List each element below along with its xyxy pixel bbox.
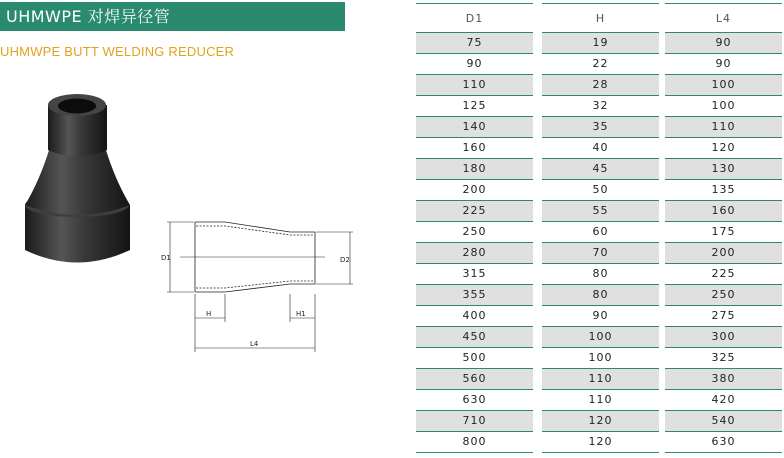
page-subtitle: UHMWPE BUTT WELDING REDUCER [0, 44, 235, 59]
table-cell-d1: 125 [416, 96, 533, 117]
table-cell-l4: 225 [665, 264, 782, 285]
table-cell-h: 50 [542, 180, 659, 201]
table-cell-l4: 420 [665, 390, 782, 411]
table-cell-l4: 90 [665, 54, 782, 75]
reducer-photo [20, 85, 135, 275]
column-l4 [665, 3, 782, 453]
table-cell-h: 120 [542, 411, 659, 432]
column-header-l4: L4 [665, 3, 782, 33]
page-title: UHMWPE 对焊异径管 [0, 2, 345, 31]
table-cell-d1: 400 [416, 306, 533, 327]
table-cell-h: 22 [542, 54, 659, 75]
table-cell-h: 90 [542, 306, 659, 327]
table-cell-d1: 140 [416, 117, 533, 138]
table-cell-h: 80 [542, 285, 659, 306]
table-cell-l4: 100 [665, 96, 782, 117]
table-cell-d1: 90 [416, 54, 533, 75]
column-h [542, 3, 659, 453]
column-header-d1: D1 [416, 3, 533, 33]
d1-label: D1 [161, 254, 171, 262]
table-cell-d1: 110 [416, 75, 533, 96]
table-cell-l4: 540 [665, 411, 782, 432]
table-cell-h: 28 [542, 75, 659, 96]
table-cell-d1: 225 [416, 201, 533, 222]
h-label: H [206, 310, 212, 318]
table-cell-h: 100 [542, 348, 659, 369]
table-cell-d1: 355 [416, 285, 533, 306]
table-cell-h: 40 [542, 138, 659, 159]
table-cell-h: 60 [542, 222, 659, 243]
column-header-h: H [542, 3, 659, 33]
table-cell-h: 32 [542, 96, 659, 117]
reducer-outline [180, 222, 325, 292]
table-cell-l4: 100 [665, 75, 782, 96]
table-cell-d1: 160 [416, 138, 533, 159]
d2-label: D2 [340, 256, 350, 264]
table-cell-h: 35 [542, 117, 659, 138]
table-cell-l4: 300 [665, 327, 782, 348]
table-cell-d1: 630 [416, 390, 533, 411]
table-cell-d1: 200 [416, 180, 533, 201]
table-cell-d1: 500 [416, 348, 533, 369]
table-cell-d1: 280 [416, 243, 533, 264]
table-cell-h: 19 [542, 33, 659, 54]
table-cell-h: 45 [542, 159, 659, 180]
table-cell-d1: 250 [416, 222, 533, 243]
table-cell-l4: 120 [665, 138, 782, 159]
table-cell-h: 110 [542, 369, 659, 390]
table-cell-d1: 450 [416, 327, 533, 348]
table-cell-d1: 315 [416, 264, 533, 285]
table-cell-l4: 160 [665, 201, 782, 222]
table-cell-d1: 75 [416, 33, 533, 54]
table-cell-h: 80 [542, 264, 659, 285]
table-cell-d1: 800 [416, 432, 533, 453]
table-cell-l4: 130 [665, 159, 782, 180]
table-cell-l4: 200 [665, 243, 782, 264]
table-cell-l4: 630 [665, 432, 782, 453]
table-cell-l4: 90 [665, 33, 782, 54]
table-cell-h: 120 [542, 432, 659, 453]
table-cell-h: 55 [542, 201, 659, 222]
table-cell-h: 70 [542, 243, 659, 264]
column-d1 [416, 3, 533, 453]
table-cell-d1: 560 [416, 369, 533, 390]
table-cell-d1: 710 [416, 411, 533, 432]
table-cell-l4: 275 [665, 306, 782, 327]
table-cell-l4: 250 [665, 285, 782, 306]
l4-label: L4 [250, 340, 259, 348]
table-cell-l4: 110 [665, 117, 782, 138]
table-cell-l4: 135 [665, 180, 782, 201]
table-cell-l4: 325 [665, 348, 782, 369]
dimension-drawing [150, 210, 360, 355]
h1-label: H1 [296, 310, 306, 318]
table-cell-h: 110 [542, 390, 659, 411]
table-cell-h: 100 [542, 327, 659, 348]
table-cell-d1: 180 [416, 159, 533, 180]
table-cell-l4: 380 [665, 369, 782, 390]
table-cell-l4: 175 [665, 222, 782, 243]
